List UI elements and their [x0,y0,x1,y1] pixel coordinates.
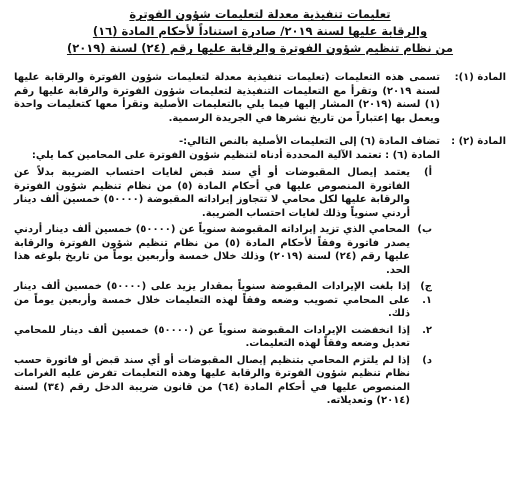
article-1-label: المادة (١): [454,72,506,83]
item-text: المحامي الذي تزيد إيراداته المقبوضة سنوياً عن (٥٠٠٠٠) خمسين ألف دينار أردني يصدر فاتورة وفقاً لأحكام المادة (٥) من نظام تنظيم شؤون الفوترة والرقابة عليها رقم (٢٤) لسنة (٢٠١٩) وذلك خلال خمسة وأربعين يوماً من تاريخ بلوغه هذا الحد. [14,224,411,276]
article-2-label: المادة (٢) : [451,136,506,147]
article-1-text: تسمى هذه التعليمات (تعليمات تنفيذية معدلة لتعليمات شؤون الفوترة والرقابة عليها لسنة ٢٠١٩) وتقرأ مع التعليمات التنفيذية لتعليمات شؤون الفوترة والرقابة عليها رقم (١) لسنة (٢٠١٩) المشار إليها فيما يلي بالتعليمات الأصلية وتقرأ معها كتعليمات واحدة ويعمل بها إعتباراً من تاريخ نشرها في الجريدة الرسمية. [14,72,440,124]
list-item [14,223,432,277]
header-line-1-text: تعليمات تنفيذية معدلة لتعليمات شؤون الفوترة [129,7,391,21]
list-item [14,354,432,408]
list-item [14,280,432,321]
article-1 [14,71,506,125]
document-header [14,6,506,57]
article-2-body [14,135,440,411]
header-line-2-text: والرقابة عليها لسنة ٢٠١٩/ صادرة استناداً لأحكام المادة (١٦) [92,24,428,38]
header-line-2 [14,23,506,40]
header-line-3-text: من نظام تنظيم شؤون الفوترة والرقابة عليها رقم (٢٤) لسنة (٢٠١٩) [66,41,454,55]
header-line-3 [14,40,506,57]
list-item [14,324,432,351]
item-marker: أ) [424,167,432,178]
header-line-1 [14,6,506,23]
item-text: إذا لم يلتزم المحامي بتنظيم إيصال المقبوضات أو أي سند قبض أو فاتورة حسب نظام تنظيم شؤون الفوترة والرقابة عليها وهذه التعليمات تفرض عليه الغرامات المنصوص عليها في أحكام المادة (٦٤) من قانون ضريبة الدخل رقم (٣٤) لسنة (٢٠١٤) وتعديلاته. [14,354,410,406]
article-2-intro-1: تضاف المادة (٦) إلى التعليمات الأصلية بالنص التالي:- [179,136,440,147]
item-text: إذا بلغت الإيرادات المقبوضة سنوياً بمقدار يزيد على (٥٠٠٠٠) خمسين ألف دينار على المحامي تصويب وضعه وفقاً لهذه التعليمات خلال خمسة وأربعين يوماً من ذلك. [14,281,410,319]
item-text: إذا انخفضت الإيرادات المقبوضة سنوياً عن (٥٠٠٠٠) خمسين ألف دينار للمحامي تعديل وضعه وفقاً لهذه التعليمات. [14,324,410,349]
item-marker: ب) [417,224,432,235]
article-2 [14,135,506,411]
article-2-intro-2: المادة (٦) : تعتمد الآلية المحددة أدناه لتنظيم شؤون الفوترة على المحامين كما يلي: [31,149,440,161]
item-text: يعتمد إيصال المقبوضات أو أي سند قبض لغايات احتساب الضريبة بدلاً عن الفاتورة المنصوص عليها في أحكام المادة (٥) من نظام تنظيم شؤون الفوترة والرقابة عليها لكل محامي لا تتجاوز إيراداته المقبوضة (٥٠٠٠٠) خمسين ألف دينار أردني سنوياً وذلك لغايات احتساب الضريبة. [14,167,410,219]
item-marker: ج) ١. [420,281,432,306]
item-marker: د) [422,354,432,366]
article-2-items [14,166,432,408]
list-item [14,166,432,220]
item-marker: ٢. [422,324,432,336]
